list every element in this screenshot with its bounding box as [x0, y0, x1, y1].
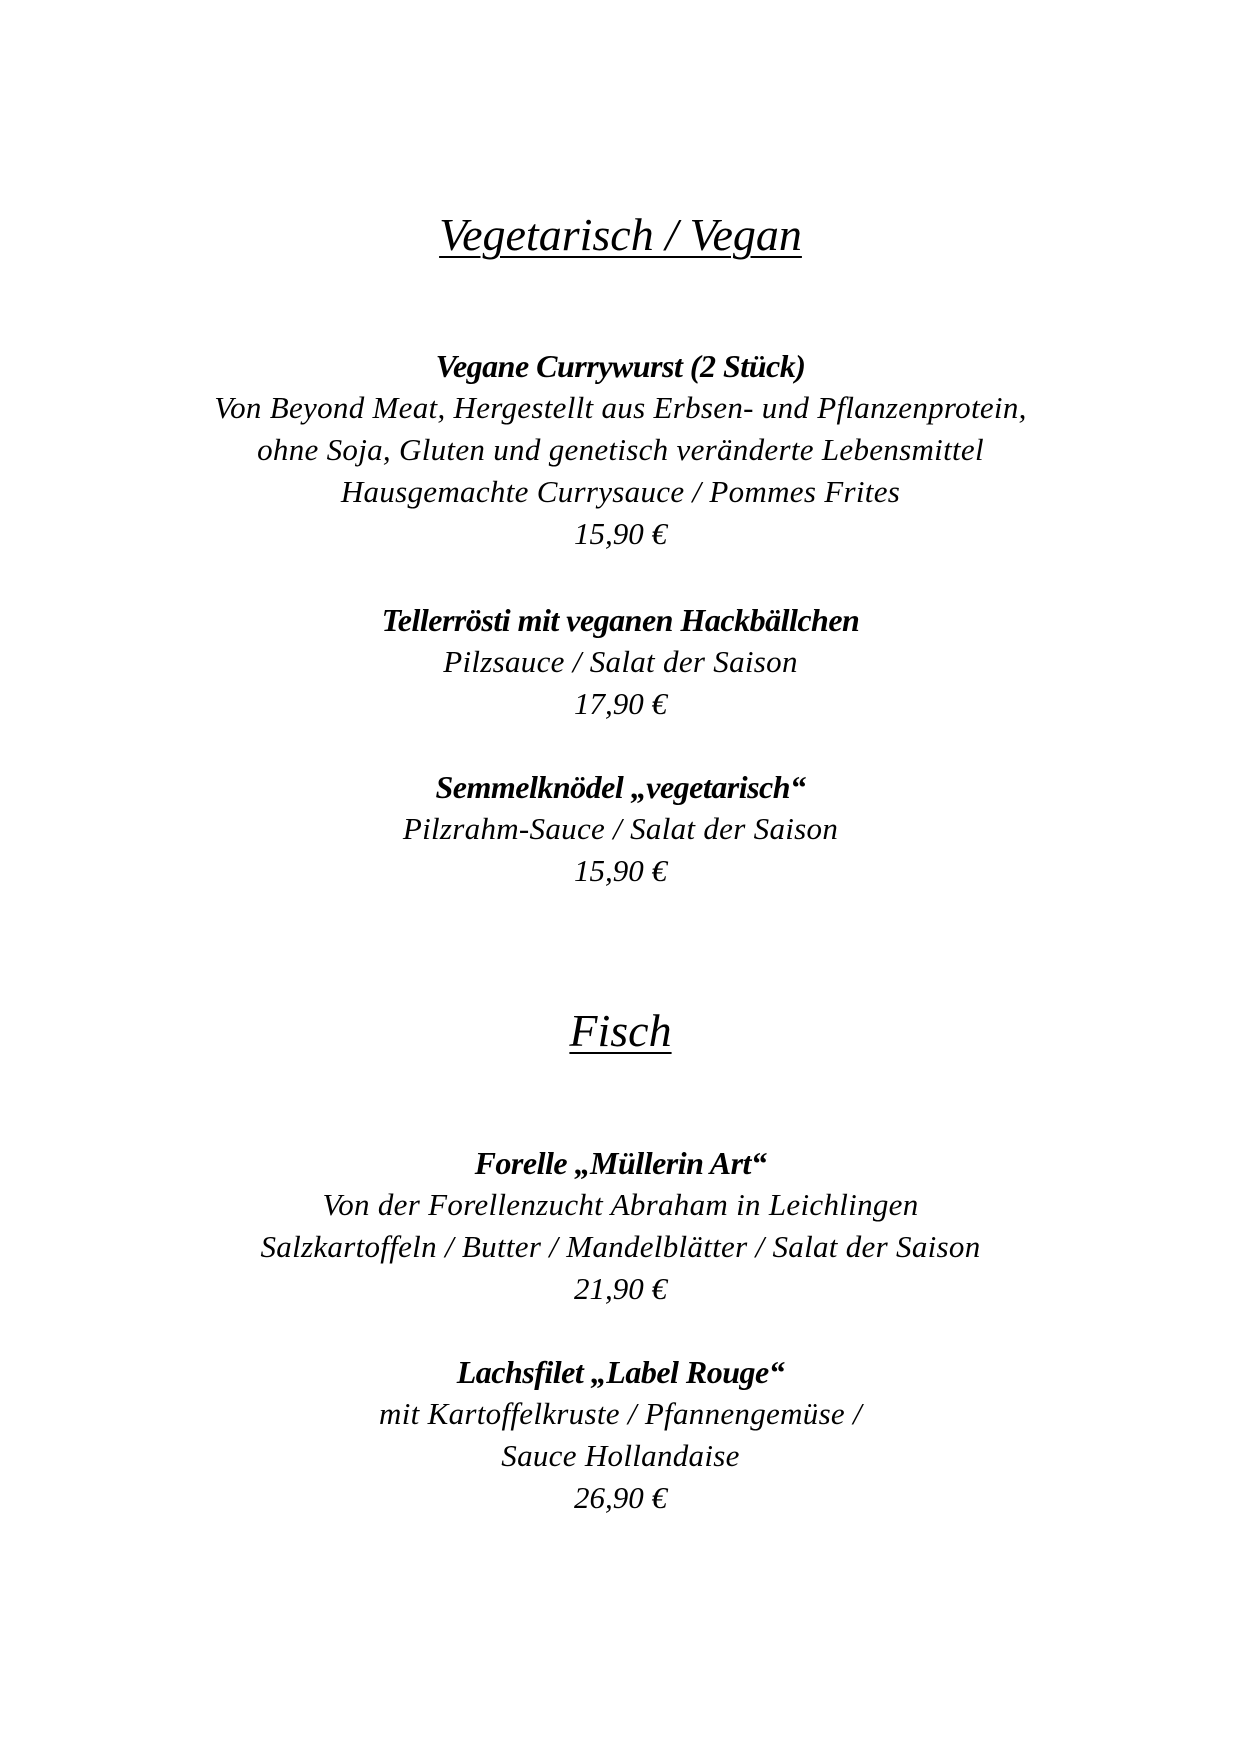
- dish-name: Tellerrösti mit veganen Hackbällchen: [381, 602, 860, 638]
- dish-price: 15,90 €: [574, 516, 667, 551]
- dish-description-line: Hausgemachte Currysauce / Pommes Frites: [340, 474, 901, 509]
- dish-price: 26,90 €: [574, 1480, 667, 1515]
- dish-price: 17,90 €: [574, 686, 667, 721]
- dish-description-line: mit Kartoffelkruste / Pfannengemüse /: [379, 1396, 862, 1431]
- section-title-vegetarisch-vegan: Vegetarisch / Vegan: [439, 209, 802, 260]
- dish-name: Vegane Currywurst (2 Stück): [435, 348, 806, 384]
- dish-forelle: [0, 1142, 1241, 1310]
- dish-description-line: Von der Forellenzucht Abraham in Leichlingen: [322, 1187, 919, 1222]
- dish-name: Forelle „Müllerin Art“: [474, 1145, 767, 1181]
- dish-description-line: Sauce Hollandaise: [501, 1438, 740, 1473]
- dish-description-line: Pilzsauce / Salat der Saison: [443, 644, 798, 679]
- dish-vegane-currywurst: [0, 345, 1241, 555]
- dish-lachsfilet: [0, 1351, 1241, 1519]
- dish-description-line: Von Beyond Meat, Hergestellt aus Erbsen- und Pflanzenprotein,: [214, 390, 1027, 425]
- dish-description-line: Pilzrahm-Sauce / Salat der Saison: [402, 811, 839, 846]
- dish-name: Lachsfilet „Label Rouge“: [456, 1354, 785, 1390]
- dish-semmelknoedel: [0, 766, 1241, 892]
- dish-description-line: Salzkartoffeln / Butter / Mandelblätter / Salat der Saison: [260, 1229, 981, 1264]
- dish-description-line: ohne Soja, Gluten und genetisch veränderte Lebensmittel: [257, 432, 984, 467]
- dish-price: 21,90 €: [574, 1271, 667, 1306]
- section-title-fisch: Fisch: [569, 1005, 672, 1056]
- dish-name: Semmelknödel „vegetarisch“: [435, 769, 806, 805]
- dish-price: 15,90 €: [574, 853, 667, 888]
- dish-tellerroesti: [0, 599, 1241, 725]
